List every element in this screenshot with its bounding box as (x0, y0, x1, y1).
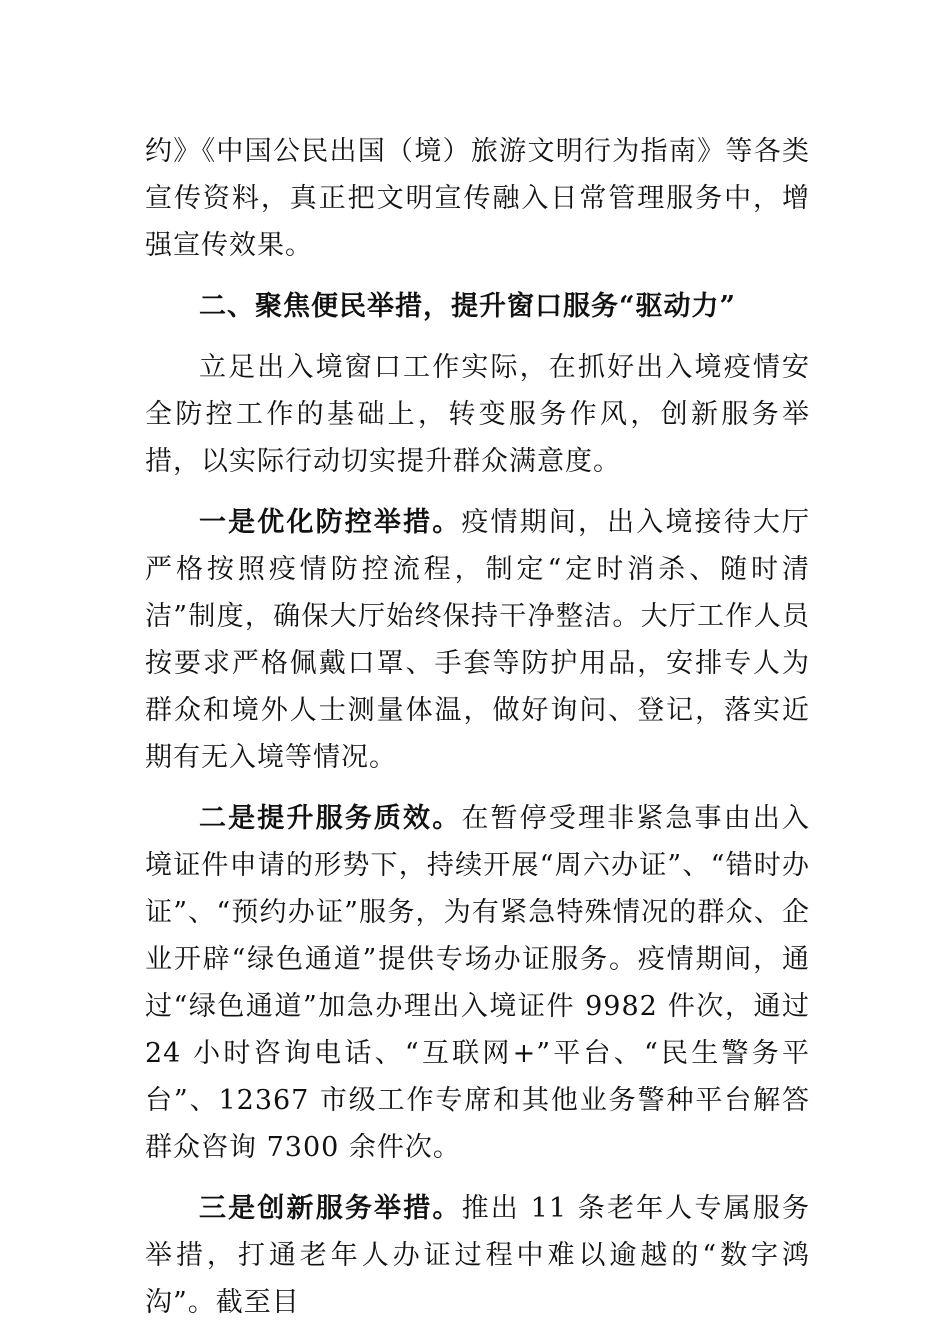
paragraph-text: 在暂停受理非紧急事由出入境证件申请的形势下，持续开展“周六办证”、“错时办证”、“预约办证”服务，为有紧急特殊情况的群众、企业开辟“绿色通道”提供专场办证服务。疫情期间，通过“绿色通道”加急办理出入境证件 9982 件次，通过 24 小时咨询电话、“互联网+”平台、“民生警务平台”、12367 市级工作专席和其他业务警种平台解答群众咨询 7300 余件次。 (145, 803, 811, 1163)
paragraph-lead: 一是优化防控举措。 (199, 507, 462, 538)
paragraph-lead: 三是创新服务举措。 (199, 1193, 462, 1224)
paragraph-continuation (145, 128, 810, 269)
paragraph-text: 约》《中国公民出国（境）旅游文明行为指南》等各类宣传资料，真正把文明宣传融入日常管理服务中，增强宣传效果。 (145, 136, 810, 261)
paragraph-intro (145, 344, 810, 485)
document-page (145, 128, 810, 1326)
paragraph-item-1 (145, 499, 810, 781)
section-heading (145, 283, 810, 330)
paragraph-item-2 (145, 795, 810, 1171)
paragraph-lead: 二是提升服务质效。 (199, 803, 462, 834)
paragraph-item-3 (145, 1185, 810, 1326)
paragraph-text: 推出 11 条老年人专属服务举措，打通老年人办证过程中难以逾越的“数字鸿沟”。截至目 (145, 1193, 810, 1318)
paragraph-text: 立足出入境窗口工作实际，在抓好出入境疫情安全防控工作的基础上，转变服务作风，创新服务举措，以实际行动切实提升群众满意度。 (145, 352, 810, 477)
paragraph-text: 疫情期间，出入境接待大厅严格按照疫情防控流程，制定“定时消杀、随时清洁”制度，确保大厅始终保持干净整洁。大厅工作人员按要求严格佩戴口罩、手套等防护用品，安排专人为群众和境外人士测量体温，做好询问、登记，落实近期有无入境等情况。 (145, 507, 811, 773)
section-heading-text: 二、聚焦便民举措，提升窗口服务“驱动力” (199, 291, 737, 322)
